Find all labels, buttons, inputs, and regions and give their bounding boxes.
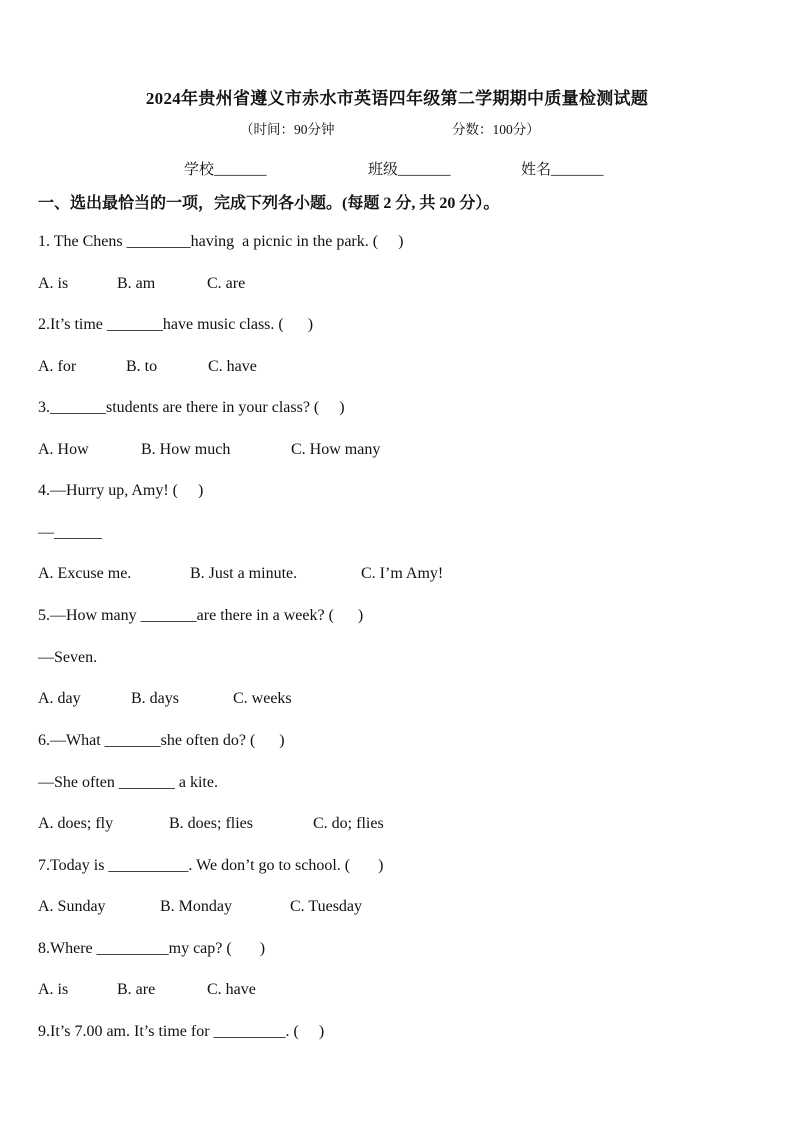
option-c: C. have	[207, 981, 256, 998]
option-b: B. Monday	[160, 898, 232, 915]
option-b: B. to	[126, 358, 158, 375]
option-c: C. I’m Amy!	[361, 565, 444, 582]
question-reply: —______	[38, 524, 102, 541]
exam-time: （时间：90分钟	[240, 122, 335, 137]
option-b: B. Just a minute.	[190, 565, 298, 582]
school-field: 学校_______	[184, 162, 267, 178]
option-c: C. do; flies	[313, 815, 384, 832]
option-a: A. is	[38, 275, 69, 292]
question-stem: 1. The Chens ________having a picnic in the park. ( )	[38, 233, 404, 250]
section-title: 一、选出最恰当的一项，完成下列各小题。(每题 2 分, 共 20 分）。	[38, 195, 500, 212]
question-stem: 4.—Hurry up, Amy! ( )	[38, 482, 204, 499]
option-a: A. is	[38, 981, 69, 998]
option-c: C. are	[207, 275, 246, 292]
option-a: A. How	[38, 441, 89, 458]
option-c: C. Tuesday	[290, 898, 363, 915]
option-a: A. Excuse me.	[38, 565, 132, 582]
option-c: C. weeks	[233, 690, 292, 707]
option-b: B. are	[117, 981, 156, 998]
option-b: B. How much	[141, 441, 231, 458]
question-stem: 7.Today is __________. We don’t go to school. ( )	[38, 857, 384, 874]
option-a: A. day	[38, 690, 81, 707]
question-stem: 2.It’s time _______have music class. ( )	[38, 316, 314, 333]
name-field: 姓名_______	[521, 162, 604, 178]
option-a: A. for	[38, 358, 77, 375]
option-b: B. days	[131, 690, 179, 707]
option-c: C. have	[208, 358, 257, 375]
option-b: B. am	[117, 275, 156, 292]
exam-title: 2024年贵州省遵义市赤水市英语四年级第二学期期中质量检测试题	[145, 89, 649, 108]
option-c: C. How many	[291, 441, 381, 458]
question-reply: —Seven.	[38, 649, 98, 666]
question-stem: 9.It’s 7.00 am. It’s time for _________. ( )	[38, 1023, 325, 1040]
question-stem: 5.—How many _______are there in a week? ( )	[38, 607, 364, 624]
option-a: A. does; fly	[38, 815, 114, 832]
question-stem: 8.Where _________my cap? ( )	[38, 940, 266, 957]
exam-score: 分数：100分）	[452, 122, 540, 137]
option-b: B. does; flies	[169, 815, 253, 832]
class-field: 班级_______	[368, 162, 451, 178]
question-reply: —She often _______ a kite.	[38, 774, 218, 791]
option-a: A. Sunday	[38, 898, 106, 915]
question-stem: 3._______students are there in your class? ( )	[38, 399, 345, 416]
question-stem: 6.—What _______she often do? ( )	[38, 732, 285, 749]
